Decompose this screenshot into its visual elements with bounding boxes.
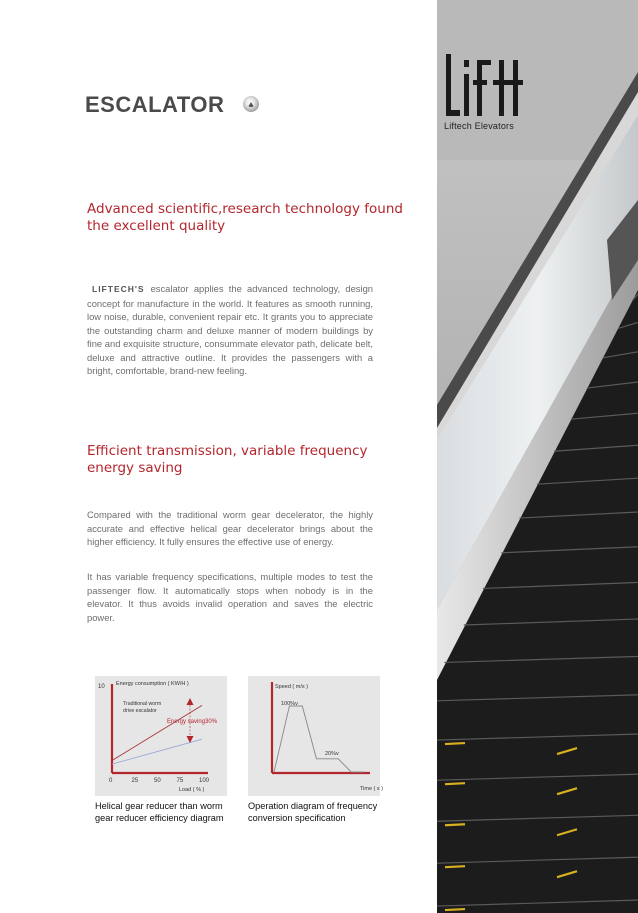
y-tick-10: 10 <box>98 684 105 690</box>
annotation-energy-saving: Energy saving30% <box>167 719 218 725</box>
section-body-frequency: It has variable frequency specifications, multiple modes to test the passenger flow. It automatically stops when nobody is in the elevator. It thus avoids invalid operation and saves the electric power. <box>87 571 373 623</box>
step-marker <box>445 866 465 867</box>
annotation-20: 20%v <box>325 751 339 757</box>
section-heading-quality: Advanced scientific,research technology found the excellent quality <box>87 201 403 234</box>
step-marker <box>445 783 465 784</box>
caption-line: Operation diagram of frequency <box>248 801 378 811</box>
arrow-up-marker <box>187 698 194 705</box>
escalator-photo <box>437 0 638 913</box>
page-title: ESCALATOR <box>85 92 225 117</box>
caption-line: Helical gear reducer than worm <box>95 801 223 811</box>
x-tick-label: 25 <box>131 778 139 784</box>
brand-name: LIFTECH'S <box>92 284 145 294</box>
step-marker <box>445 824 465 825</box>
step-marker <box>445 909 465 910</box>
x-tick-label: 50 <box>154 778 161 784</box>
x-axis-label: Time ( s ) <box>360 786 384 792</box>
x-axis-label: Load ( % ) <box>179 787 205 793</box>
y-axis-label: Energy consumption ( KW/H ) <box>116 681 189 687</box>
body-text: escalator applies the advanced technology, design concept for manufacture in the world. It features as smooth running, low noise, durable, convenient repair etc. It grants you to appreciate the outstanding charm and deluxe manner of modern buildings by fine and exquisite structure, consummate elevator path, delicate belt, deluxe and attractive outline. It provides the passengers with a bright, comfortable, brand-new feeling. <box>87 283 373 376</box>
caption-line: conversion specification <box>248 813 346 823</box>
x-tick-label: 100 <box>199 778 210 784</box>
series-label-line2: drive escalator <box>123 708 157 714</box>
speed-chart-caption <box>248 800 398 824</box>
x-tick-label: 75 <box>176 778 184 784</box>
speed-chart <box>248 676 384 796</box>
annotation-100: 100%v <box>281 701 298 707</box>
section-body-gear: Compared with the traditional worm gear decelerator, the highly accurate and effective helical gear decelerator brings about the higher efficiency. It fully ensures the effective use of energy. <box>87 509 373 547</box>
arrow-up-icon <box>243 96 259 112</box>
energy-chart <box>95 676 227 796</box>
logo-subtitle: Liftech Elevators <box>444 121 514 131</box>
x-tick-label: 0 <box>109 778 113 784</box>
caption-line: gear reducer efficiency diagram <box>95 813 224 823</box>
series-line <box>112 739 202 764</box>
speed-line <box>274 706 364 772</box>
series-label-line1: Traditional worm <box>123 701 162 707</box>
step-marker <box>445 743 465 744</box>
section-body-quality <box>87 282 373 378</box>
section-heading-energy: Efficient transmission, variable frequency energy saving <box>87 443 368 476</box>
energy-chart-caption <box>95 800 245 824</box>
y-axis-label: Speed ( m/s ) <box>275 684 309 690</box>
